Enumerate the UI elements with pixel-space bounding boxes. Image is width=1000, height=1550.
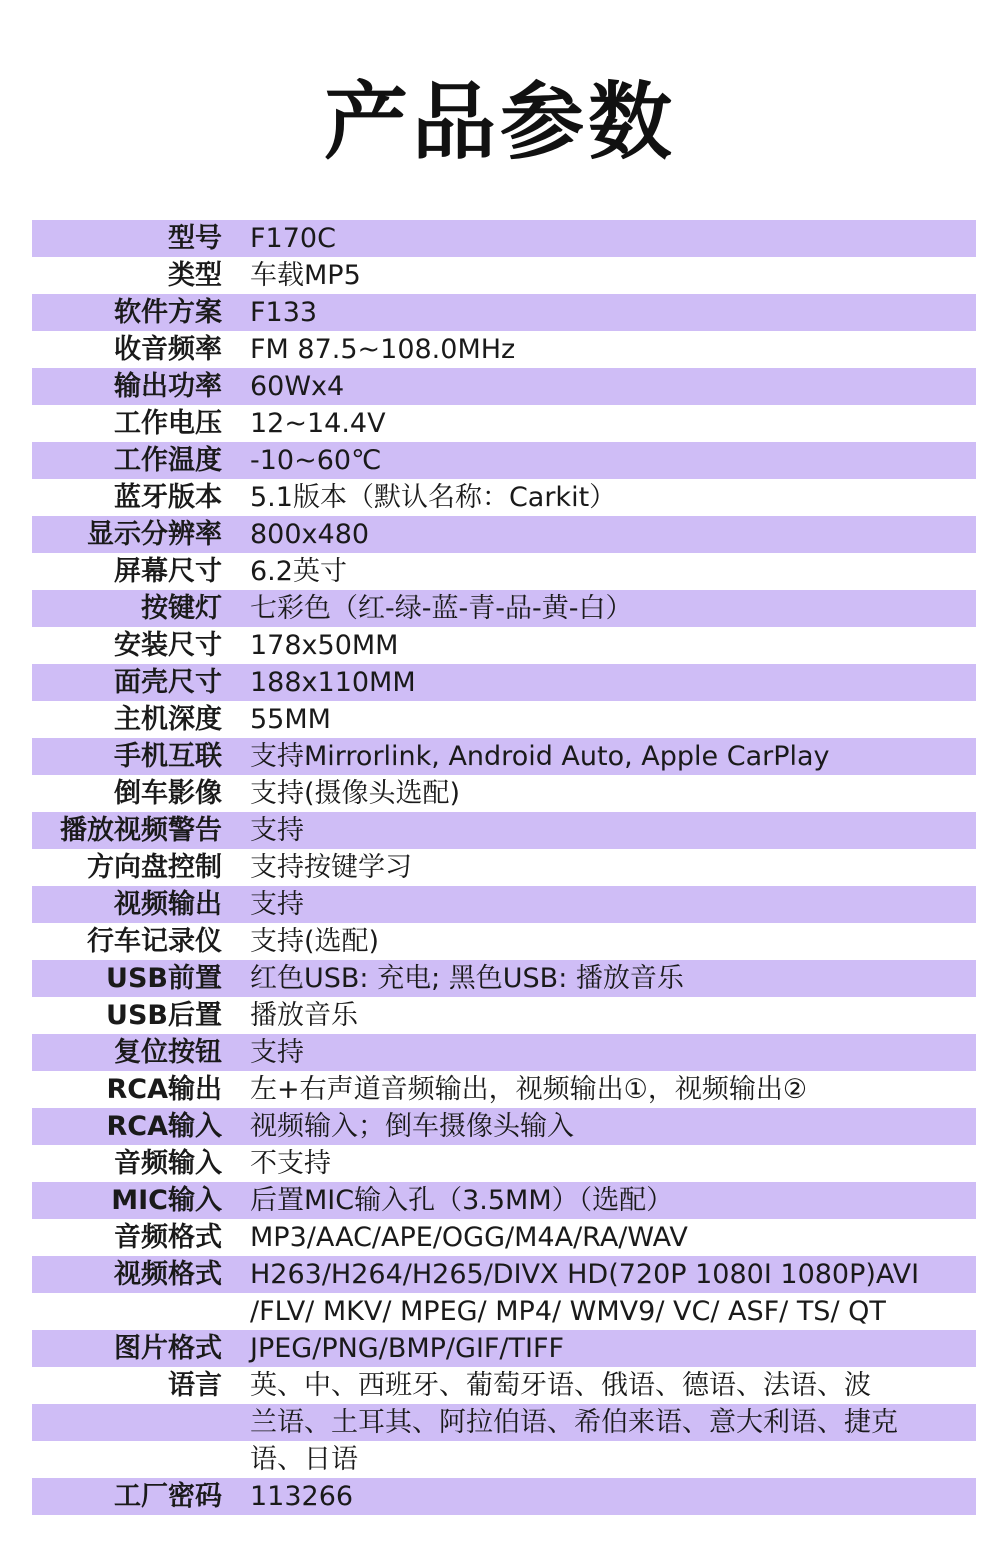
spec-row — [32, 1108, 976, 1145]
spec-label: MIC输入 — [111, 1185, 222, 1216]
spec-row — [32, 1071, 976, 1108]
spec-row — [32, 294, 976, 331]
spec-value: 5.1版本（默认名称：Carkit） — [250, 482, 617, 513]
spec-value: 支持Mirrorlink, Android Auto, Apple CarPlay — [250, 741, 830, 772]
page-title: 产品参数 — [323, 73, 676, 171]
spec-label: 复位按钮 — [114, 1037, 222, 1068]
spec-line — [32, 294, 976, 331]
spec-line — [32, 1145, 976, 1182]
spec-value: 支持 — [250, 1037, 304, 1068]
spec-line — [32, 1293, 976, 1330]
spec-value: 支持按键学习 — [250, 852, 412, 883]
spec-row — [32, 405, 976, 442]
spec-label: 工作电压 — [114, 408, 222, 439]
spec-line — [32, 1071, 976, 1108]
spec-label: 软件方案 — [114, 297, 222, 328]
spec-row — [32, 701, 976, 738]
spec-value: 英、中、西班牙、葡萄牙语、俄语、德语、法语、波 — [250, 1370, 871, 1401]
spec-label: 显示分辨率 — [87, 519, 222, 550]
spec-label: 屏幕尺寸 — [114, 556, 222, 587]
spec-line — [32, 997, 976, 1034]
spec-value: 55MM — [250, 704, 331, 735]
spec-line — [32, 1330, 976, 1367]
spec-line — [32, 849, 976, 886]
spec-row — [32, 960, 976, 997]
spec-value: 12~14.4V — [250, 408, 386, 439]
spec-line — [32, 1478, 976, 1515]
spec-label: RCA输出 — [106, 1074, 222, 1105]
spec-line — [32, 1182, 976, 1219]
spec-label: USB后置 — [106, 1000, 222, 1031]
spec-value: 113266 — [250, 1481, 354, 1512]
spec-label: 工厂密码 — [114, 1481, 222, 1512]
spec-table — [32, 220, 976, 1515]
spec-line — [32, 627, 976, 664]
spec-label: 行车记录仪 — [87, 926, 222, 957]
spec-value: H263/H264/H265/DIVX HD(720P 1080I 1080P)AVI — [250, 1259, 920, 1290]
spec-line — [32, 331, 976, 368]
spec-line — [32, 1367, 976, 1404]
spec-line — [32, 701, 976, 738]
spec-line — [32, 368, 976, 405]
spec-label: 音频格式 — [114, 1222, 222, 1253]
spec-value: 后置MIC输入孔（3.5MM）（选配） — [250, 1185, 674, 1216]
spec-row — [32, 331, 976, 368]
spec-label: 蓝牙版本 — [114, 482, 222, 513]
spec-row — [32, 1182, 976, 1219]
spec-label: 类型 — [168, 260, 222, 291]
spec-value: 七彩色（红-绿-蓝-青-品-黄-白） — [250, 593, 633, 624]
spec-value: 188x110MM — [250, 667, 416, 698]
spec-row — [32, 479, 976, 516]
spec-row — [32, 220, 976, 257]
spec-label: 型号 — [168, 223, 222, 254]
spec-line — [32, 886, 976, 923]
spec-line — [32, 812, 976, 849]
spec-line — [32, 1441, 976, 1478]
spec-label: 倒车影像 — [114, 778, 222, 809]
spec-value: 语、日语 — [250, 1444, 358, 1475]
spec-label: 音频输入 — [114, 1148, 222, 1179]
spec-row — [32, 257, 976, 294]
spec-line — [32, 1034, 976, 1071]
spec-line — [32, 738, 976, 775]
spec-row — [32, 1145, 976, 1182]
spec-row — [32, 664, 976, 701]
spec-line — [32, 590, 976, 627]
spec-value: JPEG/PNG/BMP/GIF/TIFF — [250, 1333, 565, 1364]
spec-label: 方向盘控制 — [87, 852, 222, 883]
spec-line — [32, 257, 976, 294]
spec-line — [32, 405, 976, 442]
spec-row — [32, 738, 976, 775]
spec-label: 面壳尺寸 — [114, 667, 222, 698]
spec-label: 图片格式 — [114, 1333, 222, 1364]
spec-label: USB前置 — [106, 963, 222, 994]
spec-row — [32, 368, 976, 405]
spec-value: 红色USB: 充电; 黑色USB: 播放音乐 — [250, 963, 684, 994]
spec-value: 左+右声道音频输出，视频输出①，视频输出② — [250, 1074, 808, 1105]
spec-value: 视频输入；倒车摄像头输入 — [250, 1111, 574, 1142]
spec-label: 安装尺寸 — [114, 630, 222, 661]
spec-line — [32, 442, 976, 479]
spec-value: F170C — [250, 223, 336, 254]
spec-row — [32, 1367, 976, 1478]
spec-label: 收音频率 — [114, 334, 222, 365]
spec-row — [32, 627, 976, 664]
spec-row — [32, 442, 976, 479]
spec-value: 兰语、土耳其、阿拉伯语、希伯来语、意大利语、捷克 — [250, 1407, 898, 1438]
spec-value: 支持 — [250, 815, 304, 846]
spec-row — [32, 516, 976, 553]
spec-row — [32, 886, 976, 923]
spec-line — [32, 516, 976, 553]
spec-label: 视频格式 — [114, 1259, 222, 1290]
spec-value: 支持(选配) — [250, 926, 380, 957]
spec-line — [32, 1404, 976, 1441]
spec-line — [32, 1108, 976, 1145]
spec-value: 支持(摄像头选配) — [250, 778, 461, 809]
spec-row — [32, 1256, 976, 1330]
spec-line — [32, 553, 976, 590]
spec-row — [32, 775, 976, 812]
spec-row — [32, 997, 976, 1034]
spec-row — [32, 1219, 976, 1256]
spec-line — [32, 479, 976, 516]
spec-value: 178x50MM — [250, 630, 399, 661]
spec-value: FM 87.5~108.0MHz — [250, 334, 516, 365]
spec-value: /FLV/ MKV/ MPEG/ MP4/ WMV9/ VC/ ASF/ TS/ QT — [250, 1296, 886, 1327]
spec-value: 800x480 — [250, 519, 370, 550]
spec-line — [32, 775, 976, 812]
spec-row — [32, 812, 976, 849]
spec-label: 输出功率 — [114, 371, 222, 402]
spec-line — [32, 220, 976, 257]
spec-value: F133 — [250, 297, 318, 328]
spec-row — [32, 849, 976, 886]
spec-value: 车载MP5 — [250, 260, 361, 291]
spec-line — [32, 1256, 976, 1293]
spec-line — [32, 960, 976, 997]
spec-value: 不支持 — [250, 1148, 331, 1179]
spec-label: 播放视频警告 — [60, 815, 222, 846]
spec-row — [32, 1034, 976, 1071]
spec-value: -10~60℃ — [250, 445, 382, 476]
spec-label: 语言 — [168, 1370, 222, 1401]
spec-line — [32, 923, 976, 960]
spec-label: 按键灯 — [141, 593, 222, 624]
spec-line — [32, 1219, 976, 1256]
spec-row — [32, 590, 976, 627]
spec-row — [32, 553, 976, 590]
spec-label: 视频输出 — [114, 889, 222, 920]
spec-value: 播放音乐 — [250, 1000, 358, 1031]
spec-value: MP3/AAC/APE/OGG/M4A/RA/WAV — [250, 1222, 688, 1253]
spec-row — [32, 1330, 976, 1367]
spec-value: 支持 — [250, 889, 304, 920]
spec-label: RCA输入 — [106, 1111, 222, 1142]
spec-line — [32, 664, 976, 701]
spec-label: 主机深度 — [114, 704, 222, 735]
spec-row — [32, 1478, 976, 1515]
spec-value: 60Wx4 — [250, 371, 345, 402]
spec-row — [32, 923, 976, 960]
spec-value: 6.2英寸 — [250, 556, 347, 587]
spec-label: 工作温度 — [114, 445, 222, 476]
spec-label: 手机互联 — [114, 741, 222, 772]
